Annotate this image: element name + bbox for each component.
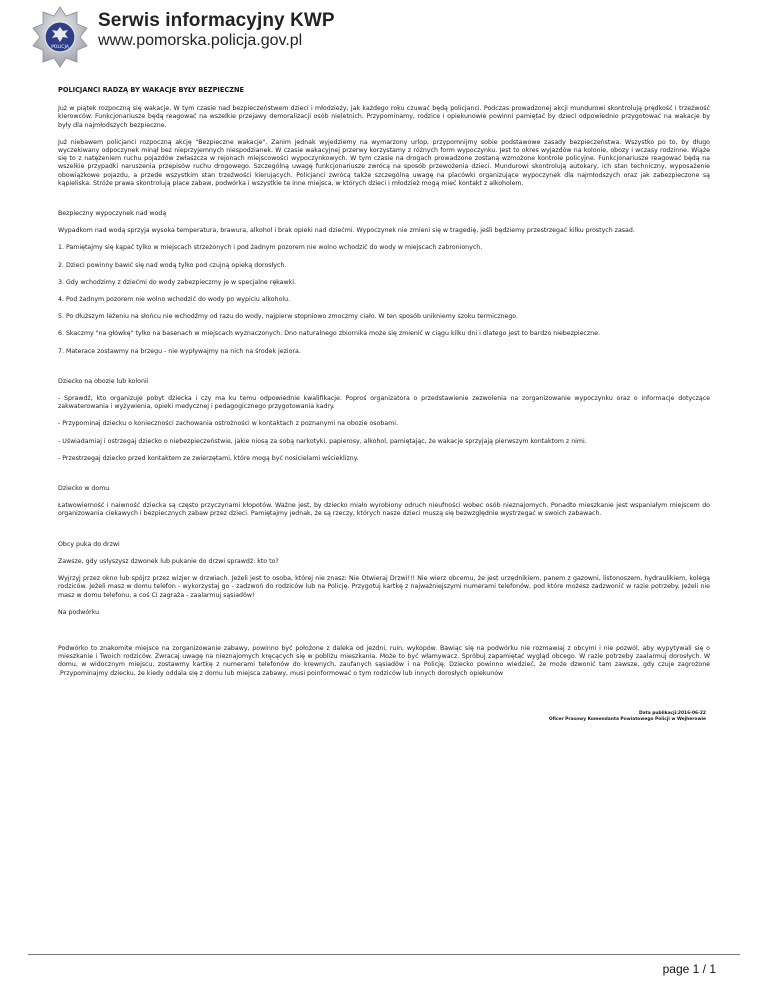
- camp-item: - Sprawdź, kto organizuje pobyt dziecka i czy ma ku temu odpowiednie kwalifikacje. Poproś organizatora o przedstawienie zezwolenia na zorganizowanie wypoczynku oraz o informacje dotyczące zakwaterowania i wyżywienia, opieki medycznej i pedagogicznego przygotowania kadry.: [58, 395, 710, 411]
- section-heading-home: Dziecko w domu: [58, 485, 110, 493]
- footer-divider: [28, 954, 740, 955]
- camp-item: - Przestrzegaj dziecko przed kontaktem ze zwierzętami, które mogą być nosicielami wścieklizny.: [58, 454, 359, 462]
- camp-item: - Przypominaj dziecku o konieczności zachowania ostrożności w kontaktach z poznanymi na obozie osobami.: [58, 420, 398, 428]
- door-question: Zawsze, gdy usłyszysz dzwonek lub pukanie do drzwi sprawdź: kto to?: [58, 557, 279, 565]
- site-url: www.pomorska.policja.gov.pl: [98, 32, 303, 49]
- badge-label: POLICJA: [51, 45, 69, 50]
- police-badge-icon: [32, 6, 88, 68]
- water-rule: 4. Pod żadnym pozorem nie wolno wchodzić do wody po wypiciu alkoholu.: [58, 296, 291, 304]
- home-text: Łatwowierność i naiwność dziecka są często przyczynami kłopotów. Ważne jest, by dziecko miało wyrobiony odruch nieufności wobec osób nieznajomych. Ponadto mieszkanie jest wspaniałym miejscem do organizowania ciekawych i bezpiecznych zabaw przez dzieci. Pamiętajmy jednak, że są rzeczy, których nasze dzieci muszą się bezwzględnie wystrzegać w swoich zabawach.: [58, 502, 710, 518]
- page-header: [28, 0, 728, 70]
- site-title: Serwis informacyjny KWP: [98, 10, 335, 31]
- intro-paragraph: Już w piątek rozpoczną się wakacje. W tym czasie nad bezpieczeństwem dzieci i młodzieży, jak każdego roku czuwać będą policjanci. Podczas prowadzonej akcji mundurowi skontrolują prędkość i trzeźwość kierowców. Funkcjonariusze będą reagować na wszelkie przejawy demoralizacji osób nieletnich. Przypominamy, rodzice i opiekunowie powinni pamiętać by dzieci odpowiednio przygotować na wakacje by były dla najmłodszych bezpieczne.: [58, 105, 710, 129]
- page-number: page 1 / 1: [662, 962, 716, 976]
- section-heading-yard: Na podwórku: [58, 608, 100, 616]
- water-rule: 5. Po dłuższym leżeniu na słońcu nie wchodźmy od razu do wody, najpierw stopniowo zmoczmy ciało. W ten sposób unikniemy szoku termicznego.: [58, 313, 519, 321]
- camp-item: - Uświadamiaj i ostrzegaj dziecko o niebezpieczeństwie, jakie niosą za sobą narkotyki, papierosy, alkohol, pamiętając, że wakacje sprzyjają pierwszym kontaktom z nimi.: [58, 437, 587, 445]
- section-heading-door: Obcy puka do drzwi: [58, 540, 120, 548]
- publication-meta: [549, 711, 706, 724]
- water-rule: 6. Skaczmy "na główkę" tylko na basenach w miejscach wyznaczonych. Dno naturalnego zbiornika może się zmienić w ciągu kilku dni i dlatego jest to bardzo niebezpieczne.: [58, 330, 600, 338]
- section-heading-water: Bezpieczny wypoczynek nad wodą: [58, 210, 167, 218]
- section-heading-camp: Dziecko na obozie lub kolonii: [58, 377, 149, 385]
- publication-date: Data publikacji:2016-06-22: [639, 711, 706, 716]
- door-text: Wyjrzyj przez okno lub spójrz przez wizjer w drzwiach. Jeżeli jest to osoba, której nie znasz: Nie Otwieraj Drzwi!!! Nie wierz obcemu, że jest urzędnikiem, panem z gazowni, listonoszem, hydraulikiem, kolegą rodziców. Jeżeli masz w domu telefon - wykorzystaj go - zadzwoń do rodziców lub na Policję. Przygotuj kartkę z najważniejszymi numerami telefonów, pod które możesz zadzwonić w razie potrzeby. Jeżeli nie masz w domu telefonu, a coś Ci zagraża - zaalarmuj sąsiadów!: [58, 575, 710, 599]
- publication-author: Oficer Prasowy Komendanta Powiatowego Policji w Wejherowie: [548, 717, 706, 723]
- water-rule: 2. Dzieci powinny bawić się nad wodą tylko pod czujną opieką dorosłych.: [58, 261, 287, 269]
- article-body: [58, 86, 710, 687]
- water-rule: 1. Pamiętajmy się kąpać tylko w miejscach strzeżonych i pod żadnym pozorem nie wolno wchodzić do wody w miejscach zabronionych.: [58, 244, 483, 252]
- intro-paragraph: Już niebawem policjanci rozpoczną akcję "Bezpieczne wakacje". Zanim jednak wyjedziemy na wymarzony urlop, przypomnijmy sobie podstawowe zasady bezpieczeństwa. Wszystko po to, by długo wyczekiwany odpoczynek minął bez nieprzyjemnych niespodzianek. W czasie wakacyjnej przerwy korzystamy z różnych form wypoczynku. Jest to okres wyjazdów na kolonie, obozy i wczasy rodzinne. Wiąże się to z natężeniem ruchu pojazdów zwłaszcza w rejonach miejscowości wypoczynkowych. W tym czasie na drogach prowadzone zostaną wzmożone kontrole policyjne. Funkcjonariusze reagować będą na wszelkie przypadki naruszenia przepisów ruchu drogowego. Szczególną uwagę funkcjonariusze zwrócą na sposób przewożenia dzieci. Mundurowi skontrolują autokary, ich stan techniczny, wyposażenie obowiązkowe pojazdu, a przede wszystkim stan trzeźwości kierujących. Policjanci zwrócą także szczególną uwagę na placówki organizujące wypoczynek dla najmłodszych oraz jak zabezpieczone są kąpieliska. Stróże prawa skontrolują place zabaw, podwórka i wszystkie te inne miejsca, w których dzieci i młodzież mogą mieć kontakt z alkoholem.: [58, 138, 710, 187]
- water-rule: 7. Materace zostawmy na brzegu - nie wypływajmy na nich na środek jeziora.: [58, 347, 301, 355]
- water-intro: Wypadkom nad wodą sprzyja wysoka temperatura, brawura, alkohol i brak opieki nad dziećmi. Wypoczynek nie zmieni się w tragedię, jeśli będziemy przestrzegać kilku prostych zasad.: [58, 227, 635, 235]
- article-title: POLICJANCI RADZĄ BY WAKACJE BYŁY BEZPIECZNE: [58, 86, 245, 94]
- water-rule: 3. Gdy wchodzimy z dziećmi do wody zabezpieczmy je w specjalne rękawki.: [58, 278, 296, 286]
- yard-text: Podwórko to znakomite miejsce na zorganizowanie zabawy, powinno być położone z daleka od jezdni, ruin, wykopów. Bawiąc się na podwórku nie rozmawiaj z obcymi i nie pozwól, aby wypytywali się o mieszkanie i Twoich rodziców. Zwracaj uwagę na nieznajomych kręcących się w pobliżu mieszkania. Może to być włamywacz. Spróbuj zapamiętać wygląd obcego. W razie potrzeby zaalarmuj dorosłych. W domu, w widocznym miejscu, zostawmy kartkę z numerami telefonów do krewnych, zaufanych sąsiadów i na Policję. Dziecko powinno wiedzieć, że może dzwonić tam zawsze, gdy czuje zagrożone .Przypominajmy dziecku, że kiedy oddala się z domu lub miejsca zabawy, musi poinformować o tym rodziców lub innych dorosłych opiekunów: [58, 644, 710, 677]
